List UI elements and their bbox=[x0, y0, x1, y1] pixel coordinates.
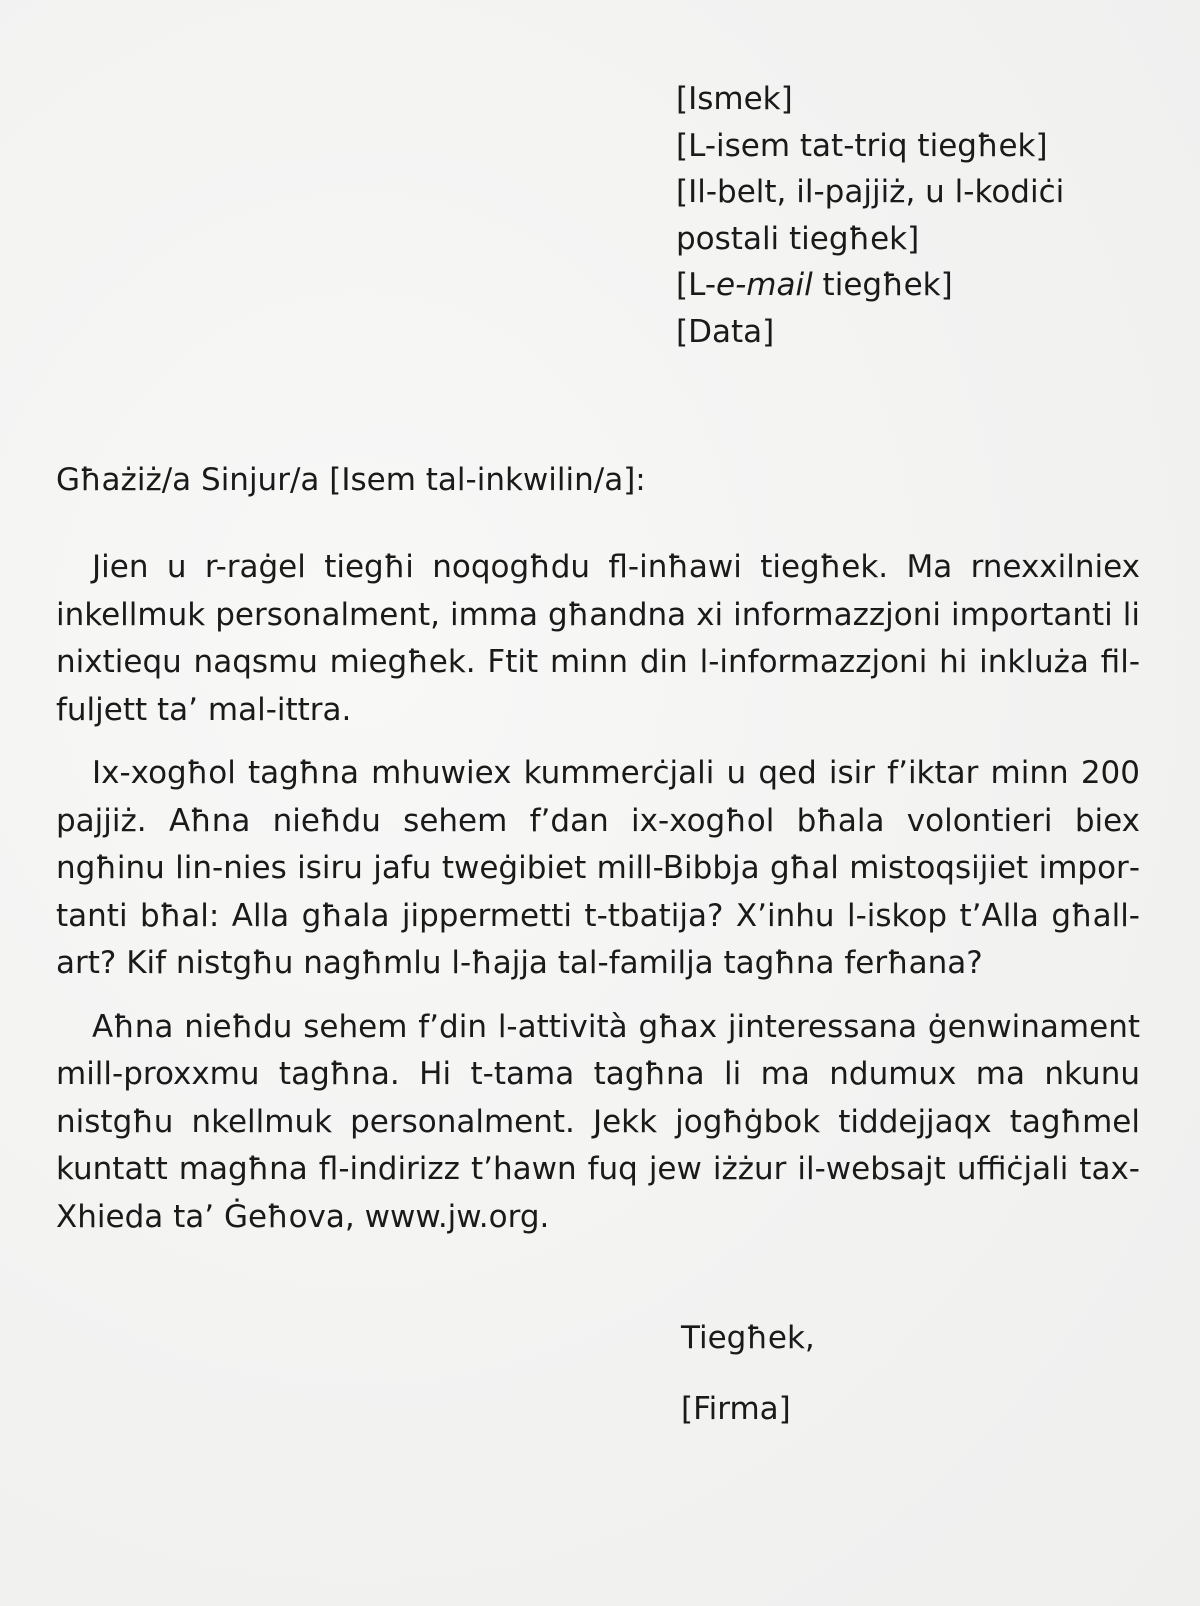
salutation: Għażiż/a Sinjur/a [Isem tal-inkwilin/a]: bbox=[56, 462, 646, 498]
sender-city-line-2: postali tiegħek] bbox=[676, 220, 920, 257]
letter-body bbox=[56, 544, 1140, 1257]
sender-street: [L-isem tat-triq tiegħek] bbox=[676, 127, 1048, 164]
sender-email-italic: e-mail bbox=[716, 267, 813, 303]
sender-date: [Data] bbox=[676, 313, 775, 350]
sender-email bbox=[676, 262, 1136, 309]
sender-email-suffix: tiegħek] bbox=[812, 267, 953, 303]
sender-city-line-1: [Il-belt, il-pajjiż, u l-kodiċi bbox=[676, 174, 1065, 210]
sender-address-block bbox=[676, 76, 1136, 355]
body-paragraph-1: Jien u r-raġel tiegħi noqogħdu fl-inħawi tiegħek. Ma rnexxilniex inkellmuk personalment, imma għandna xi informazzjoni importanti li nixtiequ naqsmu miegħek. Ftit minn din l-informazzjoni hi inkluża fil-fuljett ta’ mal-ittra. bbox=[56, 549, 1140, 728]
signature-placeholder: [Firma] bbox=[681, 1391, 791, 1427]
sender-name: [Ismek] bbox=[676, 81, 793, 117]
body-paragraph-2: Ix-xogħol tagħna mhuwiex kummerċjali u qed isir f’iktar minn 200 pajjiż. Aħna nieħdu sehem f’dan ix-xogħol bħala volontieri biex ngħinu lin-nies isiru jafu tweġibiet mill-Bibbja għal mistoqsijiet importanti bħal: Alla għala jippermetti t-tbatija? X’inhu l-iskop t’Alla għall-art? Kif nistgħu nagħmlu l-ħajja tal-familja tagħna ferħana? bbox=[56, 755, 1140, 981]
closing: Tiegħek, bbox=[681, 1320, 815, 1356]
sender-email-prefix: [L- bbox=[676, 267, 717, 303]
body-paragraph-3: Aħna nieħdu sehem f’din l-attività għax jinteressana ġenwinament mill-proxxmu tagħna. Hi t-tama tagħna li ma ndumux ma nkunu nistgħu nkellmuk personalment. Jekk jogħġbok tiddejjaqx tagħmel kuntatt magħna fl-indirizz t’hawn fuq jew iżżur il-websajt uffiċjali tax-Xhieda ta’ Ġeħova, www.jw.org. bbox=[56, 1008, 1140, 1235]
